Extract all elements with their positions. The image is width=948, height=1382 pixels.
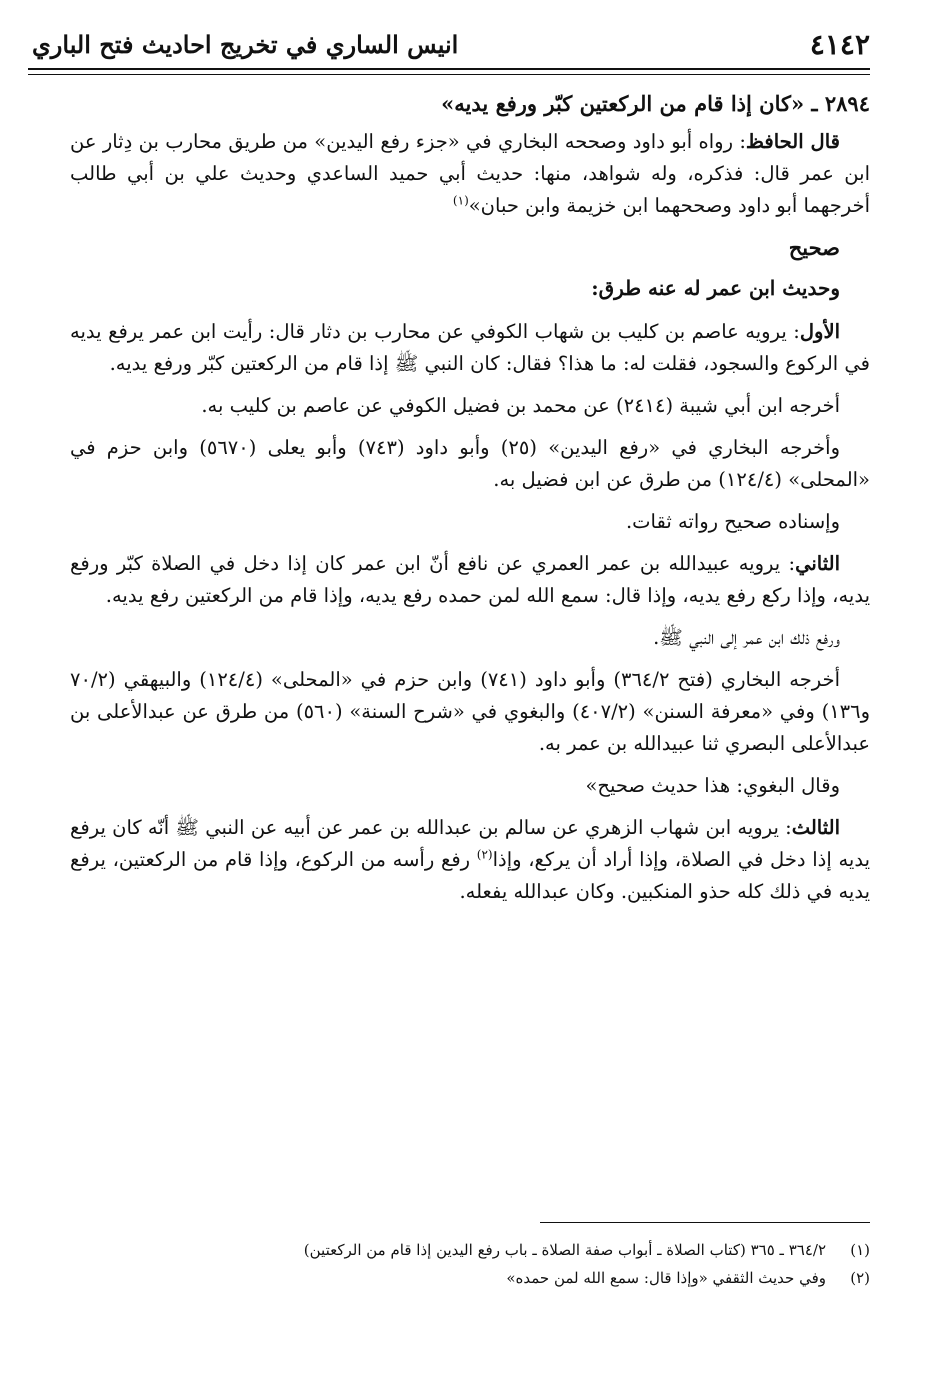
header-rule xyxy=(28,74,870,75)
first-takhrij-2: وأخرجه البخاري في «رفع اليدين» (٢٥) وأبو داود (٧٤٣) وأبو يعلى (٥٦٧٠) وابن حزم في «المحلى» (١٢٤/٤) من طرق عن ابن فضيل به. xyxy=(70,436,870,491)
third-label: الثالث xyxy=(791,816,840,839)
footnote-text: وفي حديث الثقفي «وإذا قال: سمع الله لمن حمده» xyxy=(506,1269,826,1287)
hafiz-label: قال الحافظ xyxy=(745,130,840,153)
first-grade: وإسناده صحيح رواته ثقات. xyxy=(625,510,840,533)
first-route xyxy=(70,316,870,380)
main-text xyxy=(70,88,870,918)
third-text-b: رفع رأسه من الركوع، وإذا قام من الركعتين، يرفع يديه في ذلك كله حذو المنكبين. وكان عبدالله يفعله. xyxy=(70,848,870,903)
hadith-title: ٢٨٩٤ ـ «كان إذا قام من الركعتين كبّر ورفع يديه» xyxy=(441,91,870,116)
hafiz-paragraph xyxy=(70,126,870,222)
footnote-2 xyxy=(70,1264,870,1292)
second-baghawi: وقال البغوي: هذا حديث صحيح» xyxy=(585,774,840,797)
first-label: الأول xyxy=(799,320,840,343)
footnote-ref-1[interactable]: (١) xyxy=(452,193,469,208)
second-text: : يرويه عبيدالله بن عمر العمري عن نافع أنّ ابن عمر كان إذا دخل في الصلاة كبّر ورفع يديه، وإذا ركع رفع يديه، وإذا قال: سمع الله لمن حمده رفع يديه، وإذا قام من الركعتين رفع يديه. xyxy=(70,552,870,607)
page-header xyxy=(28,22,870,70)
first-takhrij-1: أخرجه ابن أبي شيبة (٢٤١٤) عن محمد بن فضيل الكوفي عن عاصم بن كليب به. xyxy=(201,394,840,417)
footnote-number: (٢) xyxy=(850,1269,870,1287)
first-text: : يرويه عاصم بن كليب بن شهاب الكوفي عن محارب بن دثار قال: رأيت ابن عمر يرفع يديه في الركوع والسجود، فقلت له: ما هذا؟ فقال: كان النبي ﷺ إذا قام من الركعتين كبّر ورفع يديه. xyxy=(70,320,870,375)
footnote-number: (١) xyxy=(850,1241,870,1259)
footnote-separator xyxy=(540,1222,870,1223)
running-title: انيس الساري في تخريج احاديث فتح الباري xyxy=(32,30,459,59)
footnote-text: ٣٦٤/٢ ـ ٣٦٥ (كتاب الصلاة ـ أبواب صفة الصلاة ـ باب رفع اليدين إذا قام من الركعتين) xyxy=(303,1241,826,1259)
page-number: ٤١٤٢ xyxy=(809,28,870,61)
footnote-ref-2[interactable]: (٢) xyxy=(476,847,493,862)
second-marfu: ورفع ذلك ابن عمر إلى النبي ﷺ. xyxy=(653,626,840,649)
second-takhrij: أخرجه البخاري (فتح ٣٦٤/٢) وأبو داود (٧٤١) وابن حزم في «المحلى» (١٢٤/٤) والبيهقي (٧٠/٢ و١٣٦) وفي «معرفة السنن» (٤٠٧/٢) والبغوي في «شرح السنة» (٥٦٠) من طرق عن عبدالأعلى بن عبدالأعلى البصري ثنا عبيدالله بن عمر به. xyxy=(70,668,871,755)
second-route xyxy=(70,548,870,612)
hafiz-text: : رواه أبو داود وصححه البخاري في «جزء رفع اليدين» من طريق محارب بن دِثار عن ابن عمر قال: فذكره، وله شواهد، منها: حديث أبي حميد الساعدي وحديث علي بن أبي طالب أخرجهما أبو داود وصححهما ابن خزيمة وابن حبان» xyxy=(70,130,870,217)
routes-heading: وحديث ابن عمر له عنه طرق: xyxy=(591,276,840,300)
footnote-1 xyxy=(70,1236,870,1264)
verdict: صحيح xyxy=(788,235,840,260)
footnotes xyxy=(70,1236,870,1292)
second-label: الثاني xyxy=(795,552,840,575)
third-route xyxy=(70,812,870,908)
third-text-a: : يرويه ابن شهاب الزهري عن سالم بن عبدالله بن عمر عن أبيه عن النبي ﷺ أنّه كان يرفع يديه إذا دخل في الصلاة، وإذا أراد أن يركع، وإذا xyxy=(70,816,870,871)
